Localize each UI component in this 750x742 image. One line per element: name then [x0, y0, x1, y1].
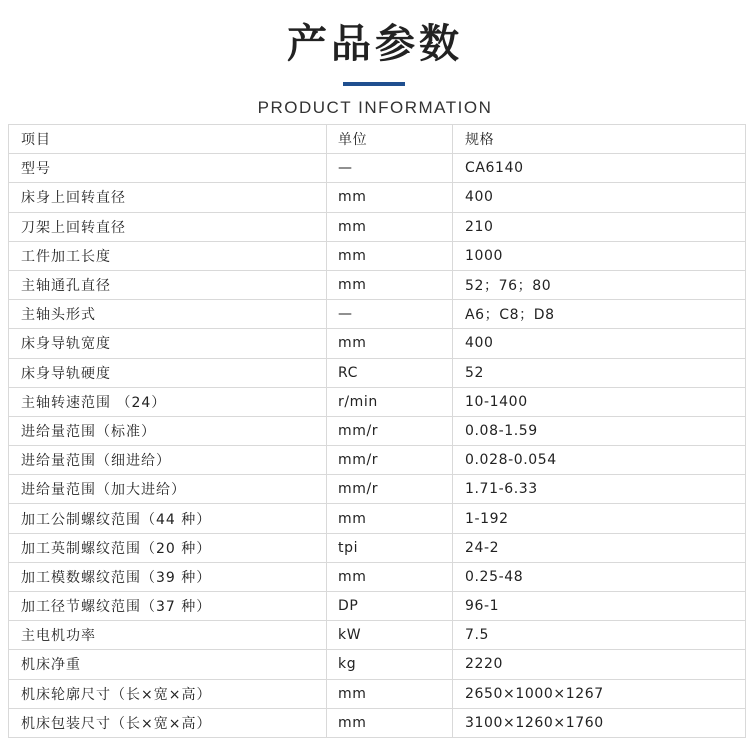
- row-unit-cell: mm/r: [327, 475, 453, 504]
- row-item-cell: 加工径节螺纹范围（37 种）: [9, 592, 327, 621]
- column-header-spec: 规格: [453, 125, 746, 154]
- row-item-cell: 加工模数螺纹范围（39 种）: [9, 562, 327, 591]
- row-item-cell: 加工公制螺纹范围（44 种）: [9, 504, 327, 533]
- table-row: [9, 300, 746, 329]
- column-header-unit: 单位: [327, 125, 453, 154]
- table-row: [9, 533, 746, 562]
- row-item-cell: 型号: [9, 154, 327, 183]
- row-item-cell: 进给量范围（加大进给）: [9, 475, 327, 504]
- row-spec-cell: 0.028-0.054: [453, 446, 746, 475]
- row-unit-cell: mm: [327, 562, 453, 591]
- row-unit-cell: mm: [327, 241, 453, 270]
- row-item-cell: 主轴通孔直径: [9, 270, 327, 299]
- table-header-row: [9, 125, 746, 154]
- row-spec-cell: 210: [453, 212, 746, 241]
- row-unit-cell: kW: [327, 621, 453, 650]
- row-unit-cell: mm: [327, 270, 453, 299]
- row-unit-cell: mm: [327, 212, 453, 241]
- row-spec-cell: 96-1: [453, 592, 746, 621]
- row-spec-cell: 0.25-48: [453, 562, 746, 591]
- row-unit-cell: mm: [327, 329, 453, 358]
- table-row: [9, 358, 746, 387]
- table-row: [9, 241, 746, 270]
- table-row: [9, 270, 746, 299]
- row-spec-cell: 0.08-1.59: [453, 416, 746, 445]
- row-item-cell: 主电机功率: [9, 621, 327, 650]
- column-header-item: 项目: [9, 125, 327, 154]
- table-row: [9, 183, 746, 212]
- row-unit-cell: RC: [327, 358, 453, 387]
- table-row: [9, 708, 746, 737]
- page-subtitle: PRODUCT INFORMATION: [257, 98, 493, 117]
- row-item-cell: 机床包装尺寸（长×宽×高）: [9, 708, 327, 737]
- row-spec-cell: 2220: [453, 650, 746, 679]
- row-item-cell: 床身上回转直径: [9, 183, 327, 212]
- row-unit-cell: tpi: [327, 533, 453, 562]
- row-spec-cell: 52；76；80: [453, 270, 746, 299]
- row-spec-cell: 1-192: [453, 504, 746, 533]
- table-row: [9, 475, 746, 504]
- row-item-cell: 机床净重: [9, 650, 327, 679]
- row-item-cell: 机床轮廓尺寸（长×宽×高）: [9, 679, 327, 708]
- table-row: [9, 679, 746, 708]
- row-spec-cell: 3100×1260×1760: [453, 708, 746, 737]
- table-row: [9, 416, 746, 445]
- row-spec-cell: 2650×1000×1267: [453, 679, 746, 708]
- row-unit-cell: mm: [327, 504, 453, 533]
- row-unit-cell: kg: [327, 650, 453, 679]
- row-item-cell: 床身导轨硬度: [9, 358, 327, 387]
- table-row: [9, 329, 746, 358]
- page-header: [0, 0, 750, 126]
- table-row: [9, 592, 746, 621]
- table-row: [9, 446, 746, 475]
- row-spec-cell: 7.5: [453, 621, 746, 650]
- table-row: [9, 387, 746, 416]
- table-row: [9, 504, 746, 533]
- row-item-cell: 进给量范围（标准）: [9, 416, 327, 445]
- row-unit-cell: r/min: [327, 387, 453, 416]
- row-spec-cell: 10-1400: [453, 387, 746, 416]
- title-underline: [343, 82, 405, 86]
- row-item-cell: 工件加工长度: [9, 241, 327, 270]
- row-unit-cell: DP: [327, 592, 453, 621]
- row-spec-cell: 1.71-6.33: [453, 475, 746, 504]
- row-item-cell: 床身导轨宽度: [9, 329, 327, 358]
- spec-table: [8, 124, 746, 738]
- row-unit-cell: mm: [327, 708, 453, 737]
- table-row: [9, 154, 746, 183]
- row-item-cell: 主轴转速范围 （24）: [9, 387, 327, 416]
- row-unit-cell: —: [327, 300, 453, 329]
- row-unit-cell: mm/r: [327, 416, 453, 445]
- row-unit-cell: mm: [327, 183, 453, 212]
- row-unit-cell: —: [327, 154, 453, 183]
- row-spec-cell: CA6140: [453, 154, 746, 183]
- table-row: [9, 562, 746, 591]
- row-unit-cell: mm/r: [327, 446, 453, 475]
- spec-table-body: [9, 125, 746, 738]
- row-spec-cell: 52: [453, 358, 746, 387]
- row-item-cell: 主轴头形式: [9, 300, 327, 329]
- table-row: [9, 650, 746, 679]
- row-unit-cell: mm: [327, 679, 453, 708]
- table-row: [9, 212, 746, 241]
- row-item-cell: 进给量范围（细进给）: [9, 446, 327, 475]
- table-row: [9, 621, 746, 650]
- row-spec-cell: 400: [453, 329, 746, 358]
- row-spec-cell: 1000: [453, 241, 746, 270]
- row-item-cell: 加工英制螺纹范围（20 种）: [9, 533, 327, 562]
- row-spec-cell: 400: [453, 183, 746, 212]
- row-spec-cell: 24-2: [453, 533, 746, 562]
- row-item-cell: 刀架上回转直径: [9, 212, 327, 241]
- page-title: 产品参数: [287, 21, 463, 67]
- row-spec-cell: A6；C8；D8: [453, 300, 746, 329]
